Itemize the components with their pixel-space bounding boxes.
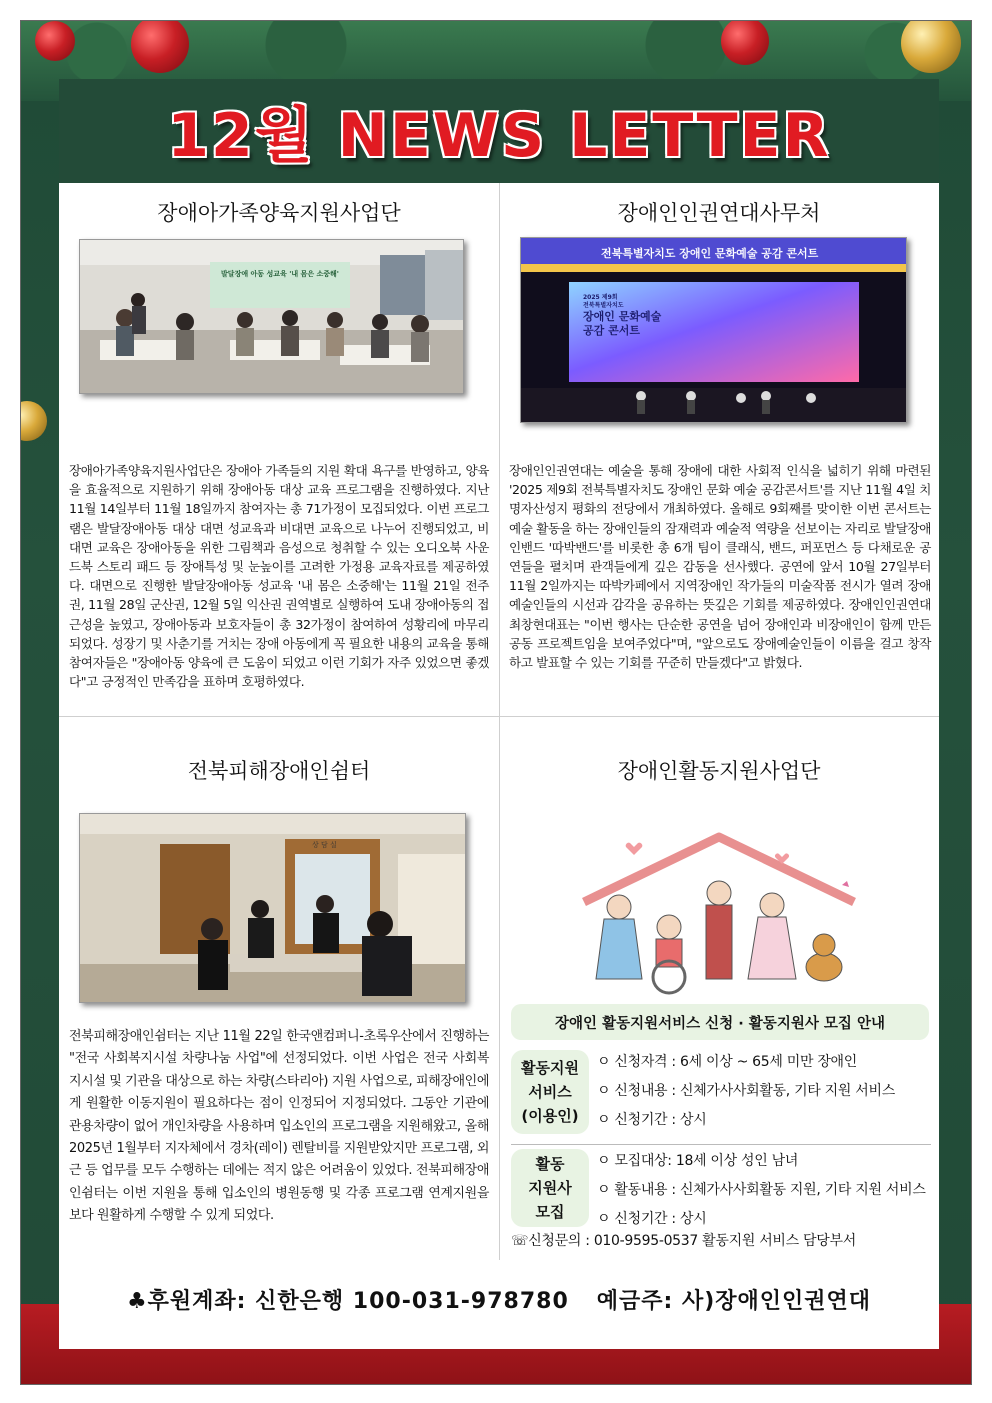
- section-body-rights: 장애인인권연대는 예술을 통해 장애에 대한 사회적 인식을 넓히기 위해 마련된 '2025 제9회 전북특별자치도 장애인 문화 예술 공감콘서트'를 지난 11월 4일 치명자산성지 평화의 전당에서 개최하였다. 올해로 9회째를 맞이한 이번 콘서트는 예술 활동을 하는 장애인들의 잠재력과 예술적 역량을 선보이는 자리로 발달장애인밴드 '따박밴드'를 비롯한 총 6개 팀이 클래식, 밴드, 퍼포먼스 등 다채로운 공연들을 펼치며 관객들에게 깊은 감동을 선사했다. 공연에 앞서 10월 27일부터 11월 2일까지는 따박카페에서 지역장애인 작가들의 미술작품 전시가 열려 장애예술인들의 시선과 감각을 공유하는 뜻깊은 기회를 제공하였다. 장애인인권연대 최창현대표는 "이번 행사는 단순한 공연을 넘어 장애인과 비장애인이 함께 만든 공동 프로젝트임을 보여주었다"며, "앞으로도 장애예술인들이 이름을 걸고 창작하고 발표할 수 있는 기회를 꾸준히 만들겠다"고 밝혔다.: [509, 463, 931, 671]
- notice-category-recruit: [511, 1149, 589, 1227]
- door-sign-text: 상 담 실: [312, 841, 337, 849]
- photo-concert: [520, 237, 907, 423]
- photo-shelter-meeting: [79, 813, 466, 1003]
- category-line: 활동지원: [521, 1059, 579, 1077]
- banner-text: 발달장애 아동 성교육 '내 몸은 소중해': [221, 270, 339, 278]
- section-body-childcare: 장애아가족양육지원사업단은 장애아 가족들의 지원 확대 욕구를 반영하고, 양육을 효율적으로 지원하기 위해 장애아동 대상 교육 프로그램을 진행하였다. 지난 11월 14일부터 11월 18일까지 참여자는 총 71가정이 모집되었다. 이번 프로그램은 발달장애아동 대상 대면 성교육과 비대면 교육으로 나누어 진행되었고, 비대면 교육은 장애아동을 위한 그림책과 음성으로 청취할 수 있는 오디오북 사운드북 스토리 패드 등 장애특성 및 눈높이를 고려한 가정용 교육자료를 제공하였다. 대면으로 진행한 발달장애아동 성교육 '내 몸은 소중해'는 11월 21일 전주권, 11월 28일 군산권, 12월 5일 익산권 권역별로 실행하여 도내 장애아동의 접근성을 높였고, 장애아동과 보호자들이 총 32가정이 참여하여 성황리에 마무리되었다. 성장기 및 사춘기를 거치는 장애 아동에게 꼭 필요한 내용의 교육을 통해 참여자들은 "장애아동 양육에 큰 도움이 되었고 이런 기회가 자주 있었으면 좋겠다"고 긍정적인 만족감을 표하며 호평하였다.: [69, 463, 489, 690]
- screen-line: 공감 콘서트: [583, 324, 640, 337]
- classroom-illustration: [80, 240, 464, 394]
- family-illustration: [574, 827, 864, 997]
- category-line: 서비스: [528, 1083, 572, 1101]
- page-frame: [20, 20, 972, 1385]
- screen-line: 장애인 문화예술: [583, 310, 662, 323]
- screen-line: 전북특별자치도: [583, 302, 624, 309]
- notice-items-service: [597, 1048, 895, 1135]
- family-house-icon: [574, 827, 864, 997]
- section-body-shelter: 전북피해장애인쉼터는 지난 11월 22일 한국앤컴퍼니-초록우산에서 진행하는 "전국 사회복지시설 차량나눔 사업"에 선정되었다. 이번 사업은 전국 사회복지시설 및 기관을 대상으로 하는 차량(스타리아) 지원 사업으로, 피해장애인에게 원활한 이동지원이 필요하다는 점이 인정되어 지정되었다. 그동안 기관에 관용차량이 없어 개인차량을 사용하며 입소인의 프로그램을 지원해왔고, 올해 2025년 1월부터 지자체에서 경차(레이) 렌탈비를 지원받았지만 프로그램, 외근 등 업무를 모두 수행하는 데에는 적지 않은 어려움이 있었다. 전북피해장애인쉼터는 이번 지원을 통해 입소인의 병원동행 및 각종 프로그램 연계지원을 보다 원활하게 수행할 수 있게 되었다.: [69, 1029, 489, 1224]
- section-title-childcare: 장애아가족양육지원사업단: [157, 201, 401, 225]
- row-divider: [59, 716, 939, 717]
- notice-items-recruit: [597, 1147, 926, 1234]
- account-holder: 예금주: 사)장애인인권연대: [596, 1288, 872, 1314]
- notice-item: ㅇ 신청자격 : 6세 이상 ~ 65세 미만 장애인: [597, 1054, 858, 1070]
- notice-contact: ☏신청문의 : 010-9595-0537 활동지원 서비스 담당부서: [511, 1233, 856, 1249]
- section-title-rights: 장애인인권연대사무처: [617, 201, 821, 225]
- notice-item: ㅇ 신청기간 : 상시: [597, 1112, 707, 1128]
- notice-category-service: [511, 1050, 589, 1134]
- donation-account: ♣후원계좌: 신한은행 100-031-978780: [126, 1288, 569, 1314]
- ornament-icon: [35, 21, 75, 61]
- photo-childcare-class: [79, 239, 464, 394]
- notice-group-service: [511, 1046, 931, 1138]
- concert-banner-text: 전북특별자치도 장애인 문화예술 공감 콘서트: [601, 247, 819, 260]
- concert-screen-text: [583, 294, 733, 338]
- notice-group-recruit: [511, 1147, 931, 1231]
- section-title-activity: 장애인활동지원사업단: [617, 759, 821, 783]
- notice-item: ㅇ 모집대상: 18세 이상 성인 남녀: [597, 1153, 799, 1169]
- section-title-shelter: 전북피해장애인쉼터: [187, 759, 371, 783]
- meeting-illustration: [80, 814, 466, 1003]
- notice-item: ㅇ 활동내용 : 신체가사사회활동 지원, 기타 지원 서비스: [597, 1182, 926, 1198]
- screen-line: 2025 제9회: [583, 294, 618, 301]
- notice-item: ㅇ 신청내용 : 신체가사사회활동, 기타 지원 서비스: [597, 1083, 895, 1099]
- notice-divider: [511, 1144, 931, 1145]
- category-line: (이용인): [521, 1107, 579, 1125]
- column-divider: [499, 183, 500, 1260]
- newsletter-panel: [59, 79, 939, 1349]
- title-band: [59, 79, 939, 183]
- notice-heading: 장애인 활동지원서비스 신청 · 활동지원사 모집 안내: [511, 1004, 929, 1040]
- category-line: 모집: [535, 1203, 565, 1221]
- footer-donation: [59, 1264, 939, 1334]
- ornament-icon: [20, 401, 47, 441]
- notice-item: ㅇ 신청기간 : 상시: [597, 1211, 707, 1227]
- page-title: 12월 NEWS LETTER: [167, 101, 831, 171]
- category-line: 활동: [535, 1155, 565, 1173]
- category-line: 지원사: [528, 1179, 572, 1197]
